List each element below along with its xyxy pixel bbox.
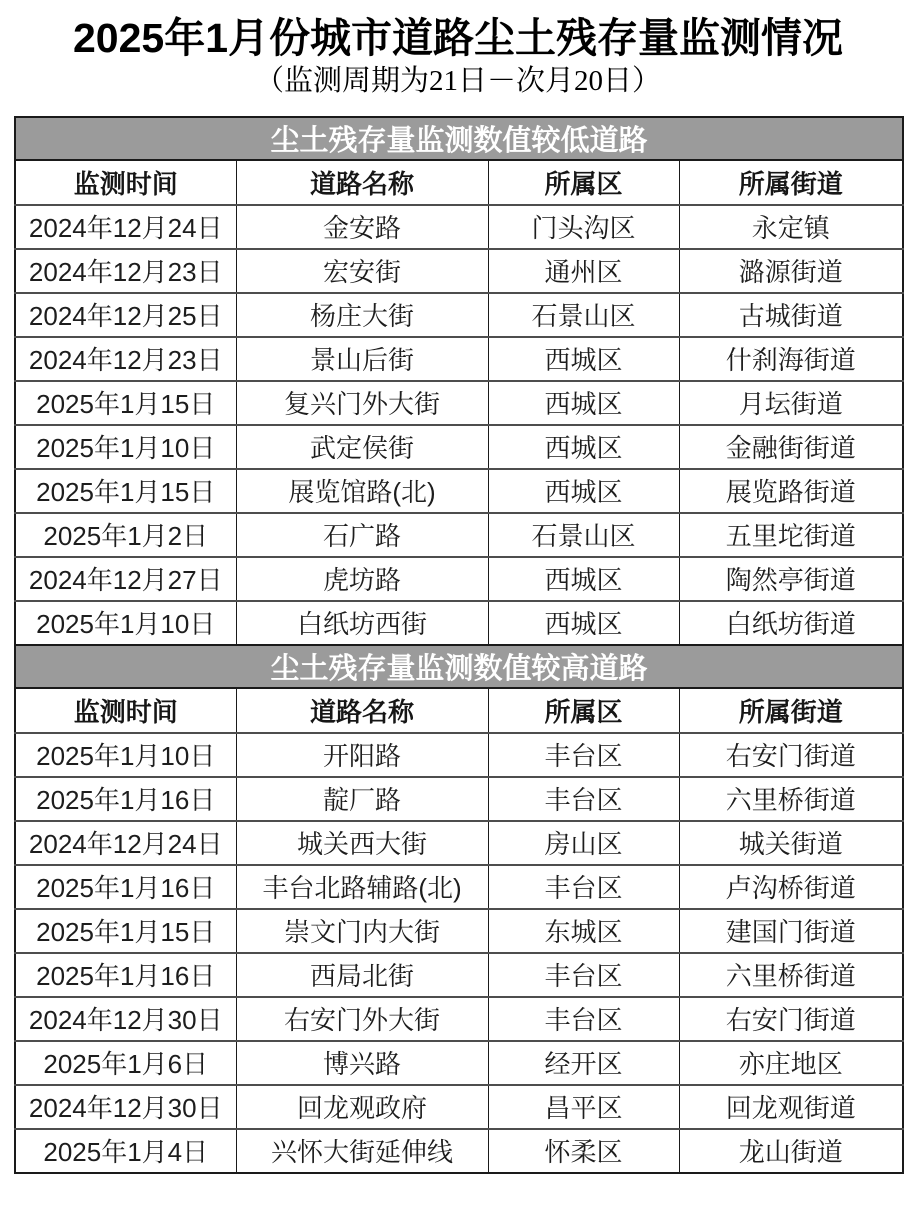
table-cell: 六里桥街道: [679, 777, 903, 821]
table-cell: 展览路街道: [679, 469, 903, 513]
table-cell: 回龙观街道: [679, 1085, 903, 1129]
table-cell: 武定侯街: [236, 425, 488, 469]
table-cell: 右安门街道: [679, 733, 903, 777]
table-cell: 右安门街道: [679, 997, 903, 1041]
table-row: [15, 205, 903, 249]
table-cell: 五里坨街道: [679, 513, 903, 557]
table-row: [15, 777, 903, 821]
table-cell: 虎坊路: [236, 557, 488, 601]
table-cell: 西城区: [488, 425, 679, 469]
table-cell: 通州区: [488, 249, 679, 293]
table-row: [15, 381, 903, 425]
table-cell: 崇文门内大街: [236, 909, 488, 953]
page-title: 2025年1月份城市道路尘土残存量监测情况: [72, 15, 843, 61]
table-cell: 西城区: [488, 337, 679, 381]
column-header: 所属区: [488, 160, 679, 205]
column-header: 监测时间: [73, 696, 178, 727]
table-cell: 陶然亭街道: [679, 557, 903, 601]
table-cell: 龙山街道: [679, 1129, 903, 1173]
table-cell: 城关街道: [679, 821, 903, 865]
table-cell: 2024年12月23日: [15, 337, 236, 381]
table-cell: 2025年1月16日: [15, 777, 236, 821]
table-cell: 2024年12月30日: [15, 997, 236, 1041]
table-row: [15, 997, 903, 1041]
section-header: 尘土残存量监测数值较高道路: [15, 645, 903, 688]
table-cell: 什刹海街道: [679, 337, 903, 381]
table-cell: 白纸坊街道: [679, 601, 903, 645]
column-header: 所属街道: [679, 160, 903, 205]
table-cell: 2025年1月4日: [15, 1129, 236, 1173]
table-cell: 金安路: [236, 205, 488, 249]
table-cell: 2024年12月24日: [15, 205, 236, 249]
table-row: [15, 513, 903, 557]
table-cell: 丰台区: [488, 953, 679, 997]
table-cell: 景山后街: [236, 337, 488, 381]
column-header: 所属街道: [679, 688, 903, 733]
table-cell: 东城区: [488, 909, 679, 953]
table-cell: 丰台区: [488, 777, 679, 821]
section-header: 尘土残存量监测数值较低道路: [15, 117, 903, 160]
table-cell: 石景山区: [488, 293, 679, 337]
table-row: [15, 469, 903, 513]
table-cell: 靛厂路: [236, 777, 488, 821]
table-cell: 2024年12月23日: [15, 249, 236, 293]
table-cell: 2025年1月10日: [15, 425, 236, 469]
table-cell: 亦庄地区: [679, 1041, 903, 1085]
column-header: 所属区: [488, 688, 679, 733]
table-cell: 2025年1月10日: [15, 733, 236, 777]
table-row: [15, 865, 903, 909]
table-cell: 2025年1月2日: [15, 513, 236, 557]
table-row: [15, 1085, 903, 1129]
table-cell: 经开区: [488, 1041, 679, 1085]
table-cell: 2025年1月15日: [15, 909, 236, 953]
table-cell: 2024年12月24日: [15, 821, 236, 865]
table-cell: 2024年12月27日: [15, 557, 236, 601]
table-cell: 2025年1月16日: [15, 865, 236, 909]
dust-monitor-table: [14, 116, 904, 1174]
table-cell: 2025年1月15日: [15, 381, 236, 425]
table-cell: 房山区: [488, 821, 679, 865]
table-row: [15, 953, 903, 997]
table-cell: 永定镇: [679, 205, 903, 249]
table-cell: 城关西大街: [236, 821, 488, 865]
table-cell: 六里桥街道: [679, 953, 903, 997]
table-cell: 2025年1月15日: [15, 469, 236, 513]
table-cell: 2024年12月30日: [15, 1085, 236, 1129]
table-cell: 石广路: [236, 513, 488, 557]
table-cell: 复兴门外大街: [236, 381, 488, 425]
table-cell: 月坛街道: [679, 381, 903, 425]
table-cell: 2024年12月25日: [15, 293, 236, 337]
table-row: [15, 249, 903, 293]
table-cell: 回龙观政府: [236, 1085, 488, 1129]
table-row: [15, 1129, 903, 1173]
table-cell: 门头沟区: [488, 205, 679, 249]
table-cell: 建国门街道: [679, 909, 903, 953]
table-row: [15, 293, 903, 337]
column-header-row: [15, 688, 903, 733]
table-cell: 丰台北路辅路(北): [236, 865, 488, 909]
table-cell: 展览馆路(北): [236, 469, 488, 513]
table-cell: 潞源街道: [679, 249, 903, 293]
table-cell: 昌平区: [488, 1085, 679, 1129]
table-row: [15, 733, 903, 777]
table-cell: 西城区: [488, 601, 679, 645]
table-cell: 丰台区: [488, 733, 679, 777]
monitor-table-body: [15, 117, 903, 1173]
table-cell: 怀柔区: [488, 1129, 679, 1173]
column-header: 监测时间: [73, 168, 178, 199]
table-cell: 杨庄大街: [236, 293, 488, 337]
table-cell: 石景山区: [488, 513, 679, 557]
table-cell: 丰台区: [488, 997, 679, 1041]
table-row: [15, 909, 903, 953]
table-cell: 博兴路: [236, 1041, 488, 1085]
table-cell: 2025年1月10日: [15, 601, 236, 645]
table-cell: 西城区: [488, 557, 679, 601]
table-row: [15, 821, 903, 865]
table-cell: 西城区: [488, 381, 679, 425]
column-header: 道路名称: [236, 688, 488, 733]
table-cell: 白纸坊西街: [236, 601, 488, 645]
table-cell: 卢沟桥街道: [679, 865, 903, 909]
table-row: [15, 601, 903, 645]
section-row: [15, 117, 903, 160]
table-cell: 右安门外大街: [236, 997, 488, 1041]
table-cell: 丰台区: [488, 865, 679, 909]
table-row: [15, 425, 903, 469]
table-cell: 开阳路: [236, 733, 488, 777]
column-header: 道路名称: [236, 160, 488, 205]
table-cell: 古城街道: [679, 293, 903, 337]
table-cell: 兴怀大街延伸线: [236, 1129, 488, 1173]
column-header-row: [15, 160, 903, 205]
page-subtitle: （监测周期为21日－次月20日）: [254, 64, 661, 97]
table-cell: 西局北街: [236, 953, 488, 997]
table-row: [15, 337, 903, 381]
table-cell: 2025年1月16日: [15, 953, 236, 997]
table-cell: 西城区: [488, 469, 679, 513]
table-row: [15, 557, 903, 601]
section-row: [15, 645, 903, 688]
table-cell: 2025年1月6日: [15, 1041, 236, 1085]
table-cell: 宏安街: [236, 249, 488, 293]
table-cell: 金融街街道: [679, 425, 903, 469]
table-row: [15, 1041, 903, 1085]
